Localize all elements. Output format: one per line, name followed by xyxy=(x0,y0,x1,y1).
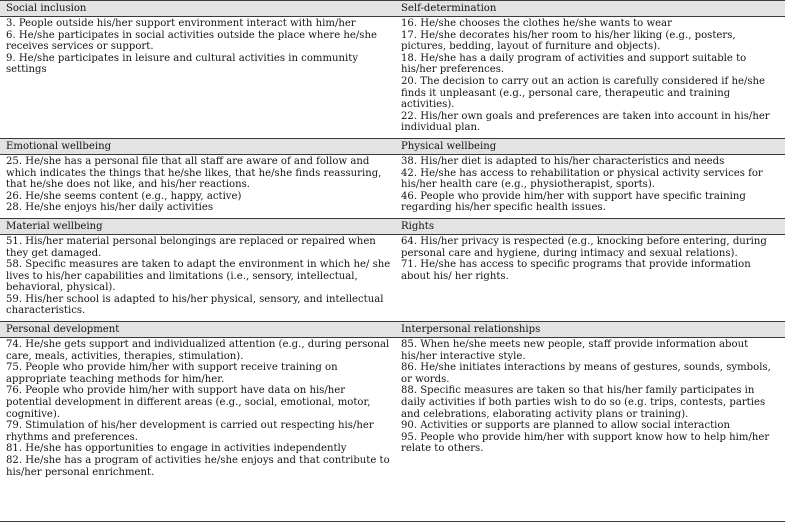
indicator-item: 86. He/she initiates interactions by means of gestures, sounds, symbols, or words. xyxy=(401,362,771,385)
indicator-item: 58. Specific measures are taken to adapt the environment in which he/ she lives to his/her capabilities and limitations (i.e., sensory, intellectual, behavioral, physical). xyxy=(6,259,391,294)
section-items xyxy=(395,17,785,139)
section-title: Emotional wellbeing xyxy=(0,138,395,154)
section-title: Material wellbeing xyxy=(0,218,395,234)
indicator-item: 20. The decision to carry out an action is carefully considered if he/she finds it unpleasant (e.g., personal care, therapeutic and training activities). xyxy=(401,75,766,111)
indicator-item: 46. People who provide him/her with support have specific training regarding his/her specific health issues. xyxy=(401,190,746,214)
indicator-item: 95. People who provide him/her with support know how to help him/her relate to others. xyxy=(401,431,770,455)
indicator-item: 3. People outside his/her support environment interact with him/her xyxy=(6,18,356,29)
section-items xyxy=(0,17,395,139)
section-title: Social inclusion xyxy=(0,1,395,17)
section-items xyxy=(395,338,785,483)
indicator-item: 85. When he/she meets new people, staff provide information about his/her interactive style. xyxy=(401,339,749,362)
section-header-row xyxy=(0,322,785,338)
section-title: Rights xyxy=(395,218,785,234)
indicator-item: 79. Stimulation of his/her development is carried out respecting his/her rhythms and preferences. xyxy=(6,420,374,443)
indicator-item: 28. He/she enjoys his/her daily activities xyxy=(6,202,214,214)
section-header-row xyxy=(0,218,785,234)
indicator-item: 26. He/she seems content (e.g., happy, active) xyxy=(6,190,242,202)
section-content-row xyxy=(0,17,785,139)
indicator-item: 71. He/she has access to specific programs that provide information about his/ her rights. xyxy=(401,259,751,282)
indicator-item: 90. Activities or supports are planned to allow social interaction xyxy=(401,420,730,432)
indicator-item: 38. His/her diet is adapted to his/her characteristics and needs xyxy=(401,155,725,167)
indicator-item: 59. His/her school is adapted to his/her physical, sensory, and intellectual characteristics. xyxy=(6,293,384,317)
section-items xyxy=(395,234,785,321)
indicator-item: 17. He/she decorates his/her room to his/her liking (e.g., posters, pictures, bedding, layout of furniture and objects). xyxy=(401,29,736,53)
indicator-item: 16. He/she chooses the clothes he/she wants to wear xyxy=(401,18,672,29)
indicator-item: 82. He/she has a program of activities he/she enjoys and that contribute to his/her personal enrichment. xyxy=(6,455,390,478)
indicator-item: 88. Specific measures are taken so that his/her family participates in daily activities if both parties wish to do so (e.g. trips, contests, parties and celebrations, elaborating activity plans or training). xyxy=(401,385,766,420)
indicator-item: 51. His/her material personal belongings are replaced or repaired when they get damaged. xyxy=(6,235,376,259)
indicator-item: 42. He/she has access to rehabilitation or physical activity services for his/her health care (e.g., physiotherapist, sports). xyxy=(401,167,763,191)
indicator-item: 75. People who provide him/her with support receive training on appropriate teaching methods for him/her. xyxy=(6,362,338,385)
indicator-item: 64. His/her privacy is respected (e.g., knocking before entering, during personal care and hygiene, during intimacy and sexual relations). xyxy=(401,235,767,259)
section-content-row xyxy=(0,338,785,483)
section-content-row xyxy=(0,234,785,321)
section-items xyxy=(0,154,395,218)
indicator-item: 74. He/she gets support and individualized attention (e.g., during personal care, meals, activities, therapies, stimulation). xyxy=(6,339,390,362)
indicator-item: 22. His/her own goals and preferences are taken into account in his/her individual plan. xyxy=(401,110,770,134)
indicator-item: 81. He/she has opportunities to engage in activities independently xyxy=(6,443,347,455)
domains-table xyxy=(0,1,785,482)
section-title: Personal development xyxy=(0,322,395,338)
indicator-item: 25. He/she has a personal file that all staff are aware of and follow and which indicates the things that he/she likes, that he/she finds reassuring, that he/she does not like, and his/her reactions. xyxy=(6,155,382,191)
indicator-item: 18. He/she has a daily program of activities and support suitable to his/her preferences. xyxy=(401,52,747,76)
section-items xyxy=(0,338,395,483)
section-header-row xyxy=(0,1,785,17)
section-title: Physical wellbeing xyxy=(395,138,785,154)
section-header-row xyxy=(0,138,785,154)
indicator-item: 9. He/she participates in leisure and cultural activities in community settings xyxy=(6,52,359,76)
section-title: Interpersonal relationships xyxy=(395,322,785,338)
section-title: Self-determination xyxy=(395,1,785,17)
indicator-item: 6. He/she participates in social activities outside the place where he/she receives services or support. xyxy=(6,29,377,53)
section-content-row xyxy=(0,154,785,218)
section-items xyxy=(395,154,785,218)
section-items xyxy=(0,234,395,321)
indicator-item: 76. People who provide him/her with support have data on his/her potential development in different areas (e.g., social, emotional, motor, cognitive). xyxy=(6,385,371,420)
